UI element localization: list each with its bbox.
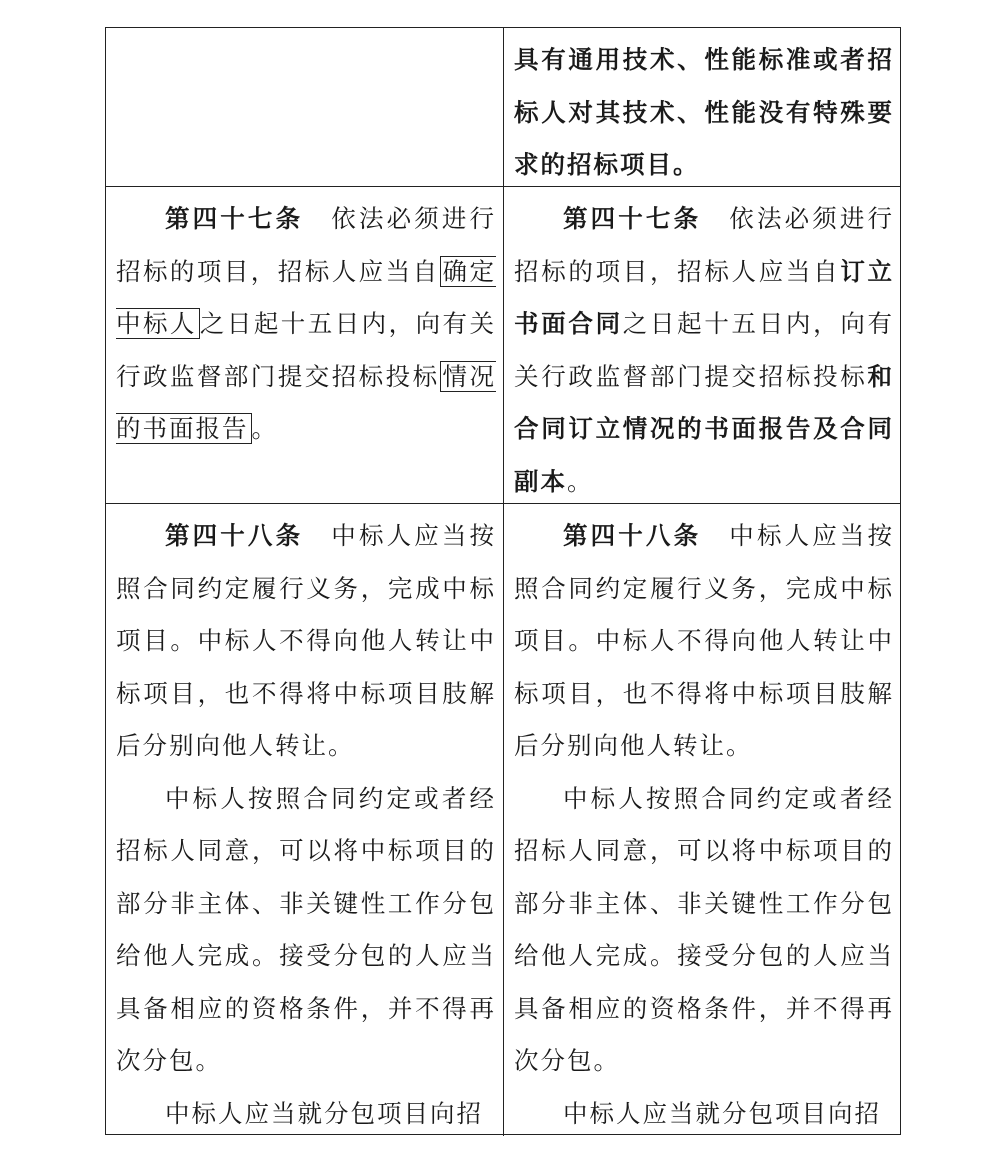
- text-run: 之日起十五日内，向有关行政监督部门提交招标投标: [514, 309, 895, 391]
- text-run: 中标人应当按照合同约定履行义务，完成中标项目。中标人不得向他人转让中标项目，也不得将中标项目肢解后分别向他人转让。: [116, 521, 497, 760]
- text-run: 中标人应当按照合同约定履行义务，完成中标项目。中标人不得向他人转让中标项目，也不得将中标项目肢解后分别向他人转让。: [514, 521, 895, 760]
- article-number: 第四十七条: [165, 204, 304, 233]
- text-run: 依法必须进行招标的项目，招标人应当自: [514, 204, 895, 286]
- new-text-cell: [514, 504, 894, 1140]
- column-divider: [503, 504, 504, 1136]
- highlighted-text: 确定中标人: [116, 256, 497, 338]
- paragraph: 中标人应当就分包项目向招: [165, 1098, 483, 1128]
- column-divider: [503, 28, 504, 186]
- old-text-cell: [116, 187, 496, 456]
- table-row: [106, 28, 900, 187]
- text-run: 之日起十五日内，向有关行政监督部门提交招标投标: [116, 309, 497, 391]
- paragraph: [514, 193, 894, 508]
- amended-text: 和合同订立情况的书面报告及合同副本: [514, 361, 894, 496]
- table-row: [106, 187, 900, 504]
- new-text-cell: [514, 187, 894, 508]
- paragraph: 中标人应当就分包项目向招: [563, 1098, 881, 1128]
- column-divider: [503, 187, 504, 503]
- article-number: 第四十七条: [563, 204, 702, 233]
- new-text-cell: [514, 28, 894, 192]
- article-number: 第四十八条: [165, 521, 304, 550]
- text-run: 。: [251, 414, 278, 443]
- old-text-cell: [116, 504, 496, 1140]
- amended-text: 订立书面合同: [514, 256, 895, 338]
- paragraph: 中标人按照合同约定或者经招标人同意，可以将中标项目的部分非主体、非关键性工作分包给他人完成。接受分包的人应当具备相应的资格条件，并不得再次分包。: [116, 783, 496, 1075]
- article-number: 第四十八条: [563, 521, 702, 550]
- paragraph: 具有通用技术、性能标准或者招标人对其技术、性能没有特殊要求的招标项目。: [514, 45, 894, 179]
- old-text-cell: [116, 28, 496, 34]
- paragraph: [116, 193, 496, 456]
- highlighted-text: 情况的书面报告: [116, 361, 497, 443]
- text-run: 依法必须进行招标的项目，招标人应当自: [116, 204, 497, 286]
- table-row: [106, 504, 900, 1136]
- text-run: 。: [567, 466, 594, 496]
- comparison-table: [105, 27, 901, 1135]
- paragraph: [116, 510, 496, 773]
- paragraph: [514, 510, 894, 773]
- paragraph: 中标人按照合同约定或者经招标人同意，可以将中标项目的部分非主体、非关键性工作分包给他人完成。接受分包的人应当具备相应的资格条件，并不得再次分包。: [514, 783, 894, 1075]
